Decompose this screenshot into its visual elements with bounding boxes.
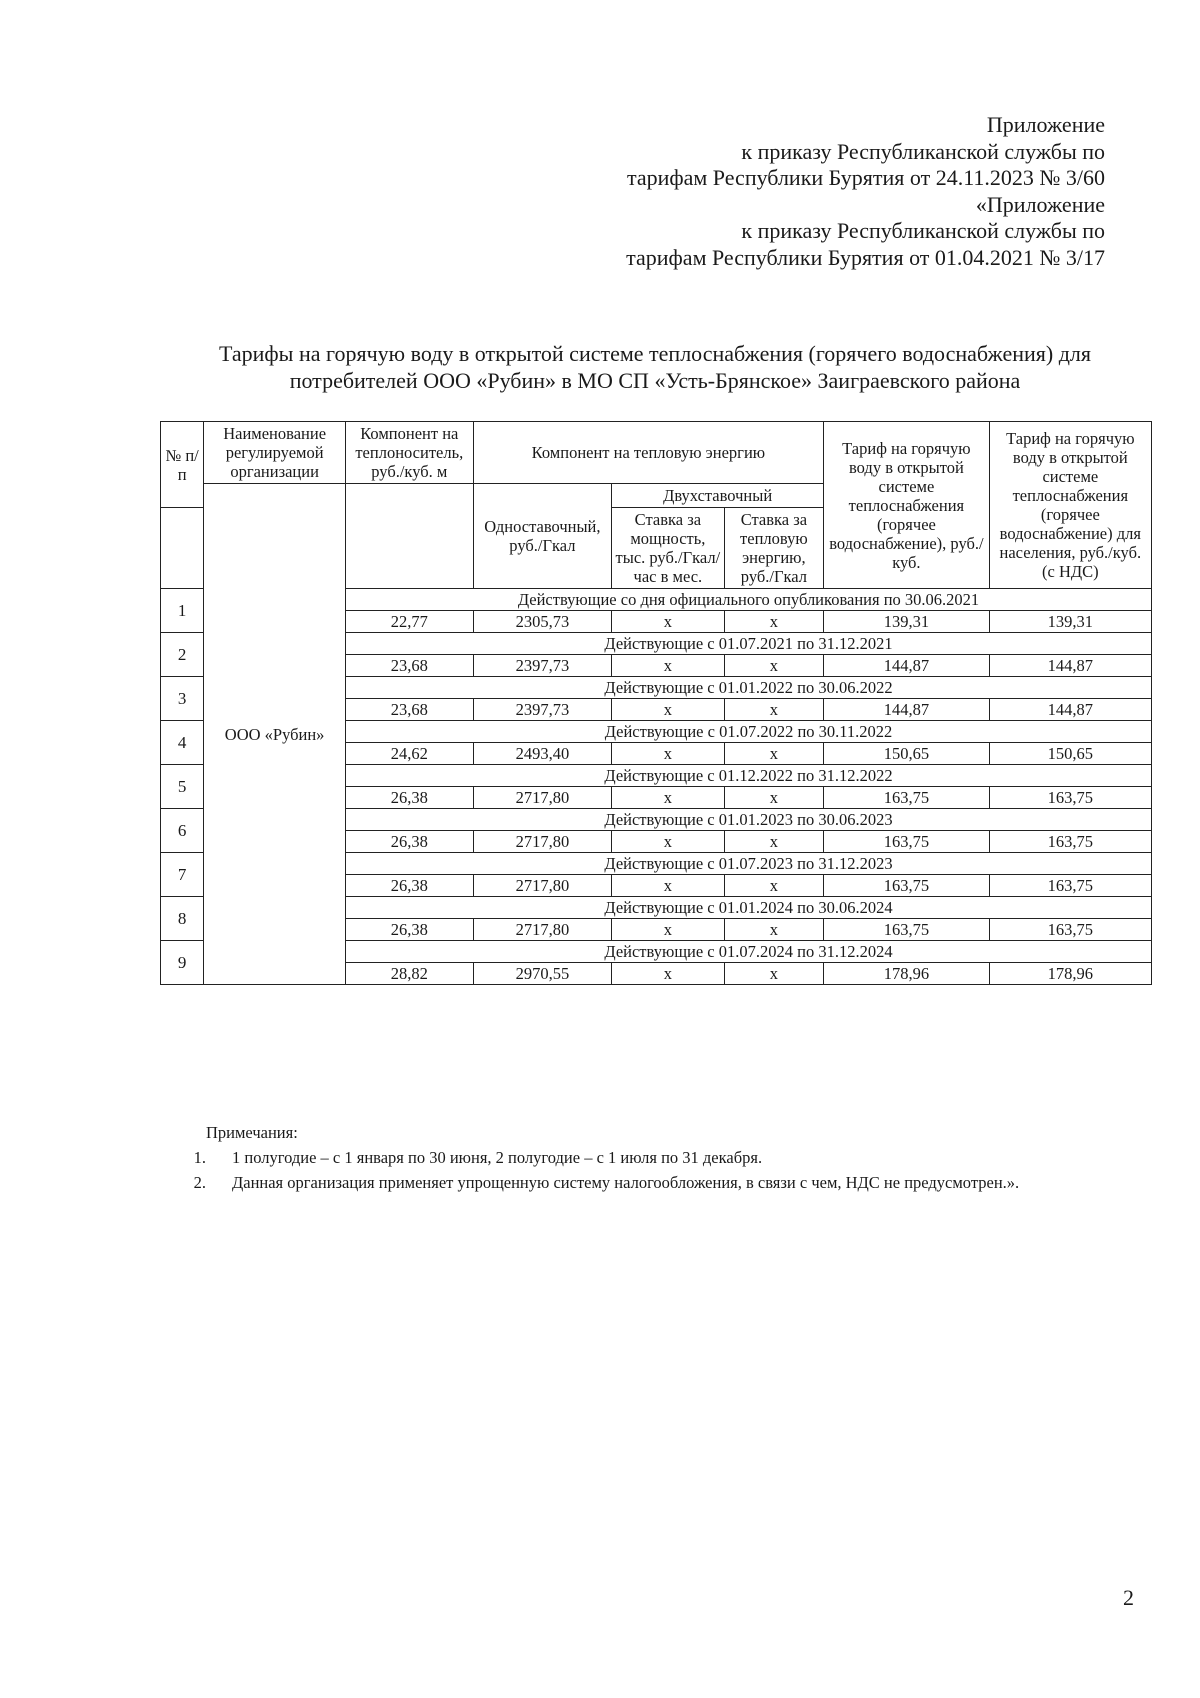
header-line: Приложение [986,112,1105,137]
row-number: 1 [161,589,204,633]
row-number: 3 [161,677,204,721]
row-number: 8 [161,897,204,941]
power-rate-value: x [612,963,725,985]
header-tariff: Тариф на горячую воду в открытой системе теплоснабжения (горячее водоснабжение), руб./куб. [824,422,990,589]
carrier-value: 26,38 [345,919,473,941]
period-label: Действующие с 01.01.2022 по 30.06.2022 [345,677,1151,699]
document-title [160,340,1150,394]
power-rate-value: x [612,919,725,941]
header-line: к приказу Республиканской службы по [741,138,1105,164]
title-line-2: потребителей ООО «Рубин» в МО СП «Усть-Брянское» Заиграевского района [289,368,1021,393]
power-rate-value: x [612,875,725,897]
row-number: 4 [161,721,204,765]
carrier-value: 23,68 [345,655,473,677]
period-label: Действующие с 01.07.2021 по 31.12.2021 [345,633,1151,655]
energy-rate-value: x [724,919,824,941]
single-rate-value: 2970,55 [473,963,611,985]
header-energy: Компонент на тепловую энергию [473,422,824,484]
header-tariff-population: Тариф на горячую воду в открытой системе теплоснабжения (горячее водоснабжение) для населения, руб./куб. (с НДС) [989,422,1151,589]
row-number: 2 [161,633,204,677]
title-line-1: Тарифы на горячую воду в открытой системе теплоснабжения (горячего водоснабжения) для [219,341,1091,366]
period-label: Действующие с 01.01.2024 по 30.06.2024 [345,897,1151,919]
energy-rate-value: x [724,743,824,765]
power-rate-value: x [612,699,725,721]
single-rate-value: 2717,80 [473,875,611,897]
period-label: Действующие с 01.07.2024 по 31.12.2024 [345,941,1151,963]
tariff-value: 163,75 [824,919,990,941]
carrier-value: 26,38 [345,787,473,809]
energy-rate-value: x [724,699,824,721]
carrier-value: 28,82 [345,963,473,985]
carrier-value: 22,77 [345,611,473,633]
tariff-population-value: 139,31 [989,611,1151,633]
single-rate-value: 2493,40 [473,743,611,765]
energy-rate-value: x [724,875,824,897]
tariff-population-value: 163,75 [989,787,1151,809]
page-number: 2 [1123,1585,1134,1610]
tariff-population-value: 163,75 [989,919,1151,941]
carrier-value: 24,62 [345,743,473,765]
single-rate-value: 2717,80 [473,831,611,853]
energy-rate-value: x [724,831,824,853]
header-line: тарифам Республики Бурятия от 24.11.2023 № 3/60 [626,165,1105,190]
header-line: к приказу Республиканской службы по [741,218,1105,243]
power-rate-value: x [612,611,725,633]
single-rate-value: 2305,73 [473,611,611,633]
power-rate-value: x [612,743,725,765]
header-num-blank [161,508,204,589]
notes-section [160,1120,1160,1195]
tariff-population-value: 163,75 [989,875,1151,897]
tariff-value: 163,75 [824,831,990,853]
single-rate-value: 2717,80 [473,919,611,941]
power-rate-value: x [612,655,725,677]
period-label: Действующие со дня официального опубликования по 30.06.2021 [345,589,1151,611]
energy-rate-value: x [724,611,824,633]
row-number: 5 [161,765,204,809]
header-line: тарифам Республики Бурятия от 01.04.2021 № 3/17 [626,244,1105,270]
header-energy-rate: Ставка за тепловую энергию, руб./Гкал [724,508,824,589]
carrier-value: 26,38 [345,875,473,897]
tariff-value: 144,87 [824,655,990,677]
single-rate-value: 2717,80 [473,787,611,809]
header-org: Наименование регулируемой организации [204,422,346,484]
header-single-rate: Одноставочный, руб./Гкал [473,484,611,589]
header-line: «Приложение [975,191,1105,217]
tariff-population-value: 144,87 [989,699,1151,721]
note-text: 1 полугодие – с 1 января по 30 июня, 2 полугодие – с 1 июля по 31 декабря. [232,1148,763,1167]
row-number: 9 [161,941,204,985]
org-name-cell: ООО «Рубин» [204,484,346,985]
period-label: Действующие с 01.01.2023 по 30.06.2023 [345,809,1151,831]
row-number: 6 [161,809,204,853]
carrier-value: 26,38 [345,831,473,853]
header-carrier-blank [345,484,473,589]
header-carrier: Компонент на теплоноситель, руб./куб. м [345,422,473,484]
header-power-rate: Ставка за мощность, тыс. руб./Гкал/час в мес. [612,508,725,589]
tariff-population-value: 144,87 [989,655,1151,677]
energy-rate-value: x [724,963,824,985]
period-label: Действующие с 01.07.2023 по 31.12.2023 [345,853,1151,875]
tariff-table [160,421,1152,985]
tariff-value: 144,87 [824,699,990,721]
power-rate-value: x [612,787,725,809]
note-number: 1. [193,1148,206,1167]
note-item [160,1145,1160,1170]
tariff-population-value: 178,96 [989,963,1151,985]
tariff-value: 163,75 [824,875,990,897]
single-rate-value: 2397,73 [473,655,611,677]
period-label: Действующие с 01.12.2022 по 31.12.2022 [345,765,1151,787]
tariff-value: 178,96 [824,963,990,985]
tariff-population-value: 150,65 [989,743,1151,765]
power-rate-value: x [612,831,725,853]
row-number: 7 [161,853,204,897]
tariff-value: 150,65 [824,743,990,765]
appendix-header [465,112,1105,271]
period-label: Действующие с 01.07.2022 по 30.11.2022 [345,721,1151,743]
note-text: Данная организация применяет упрощенную систему налогообложения, в связи с чем, НДС не предусмотрен.». [232,1173,1020,1192]
note-item [160,1170,1160,1195]
header-num: № п/п [161,422,204,508]
carrier-value: 23,68 [345,699,473,721]
single-rate-value: 2397,73 [473,699,611,721]
energy-rate-value: x [724,787,824,809]
tariff-value: 163,75 [824,787,990,809]
note-number: 2. [193,1173,206,1192]
notes-title: Примечания: [206,1123,298,1142]
tariff-population-value: 163,75 [989,831,1151,853]
tariff-value: 139,31 [824,611,990,633]
header-two-rate: Двухставочный [612,484,824,508]
energy-rate-value: x [724,655,824,677]
